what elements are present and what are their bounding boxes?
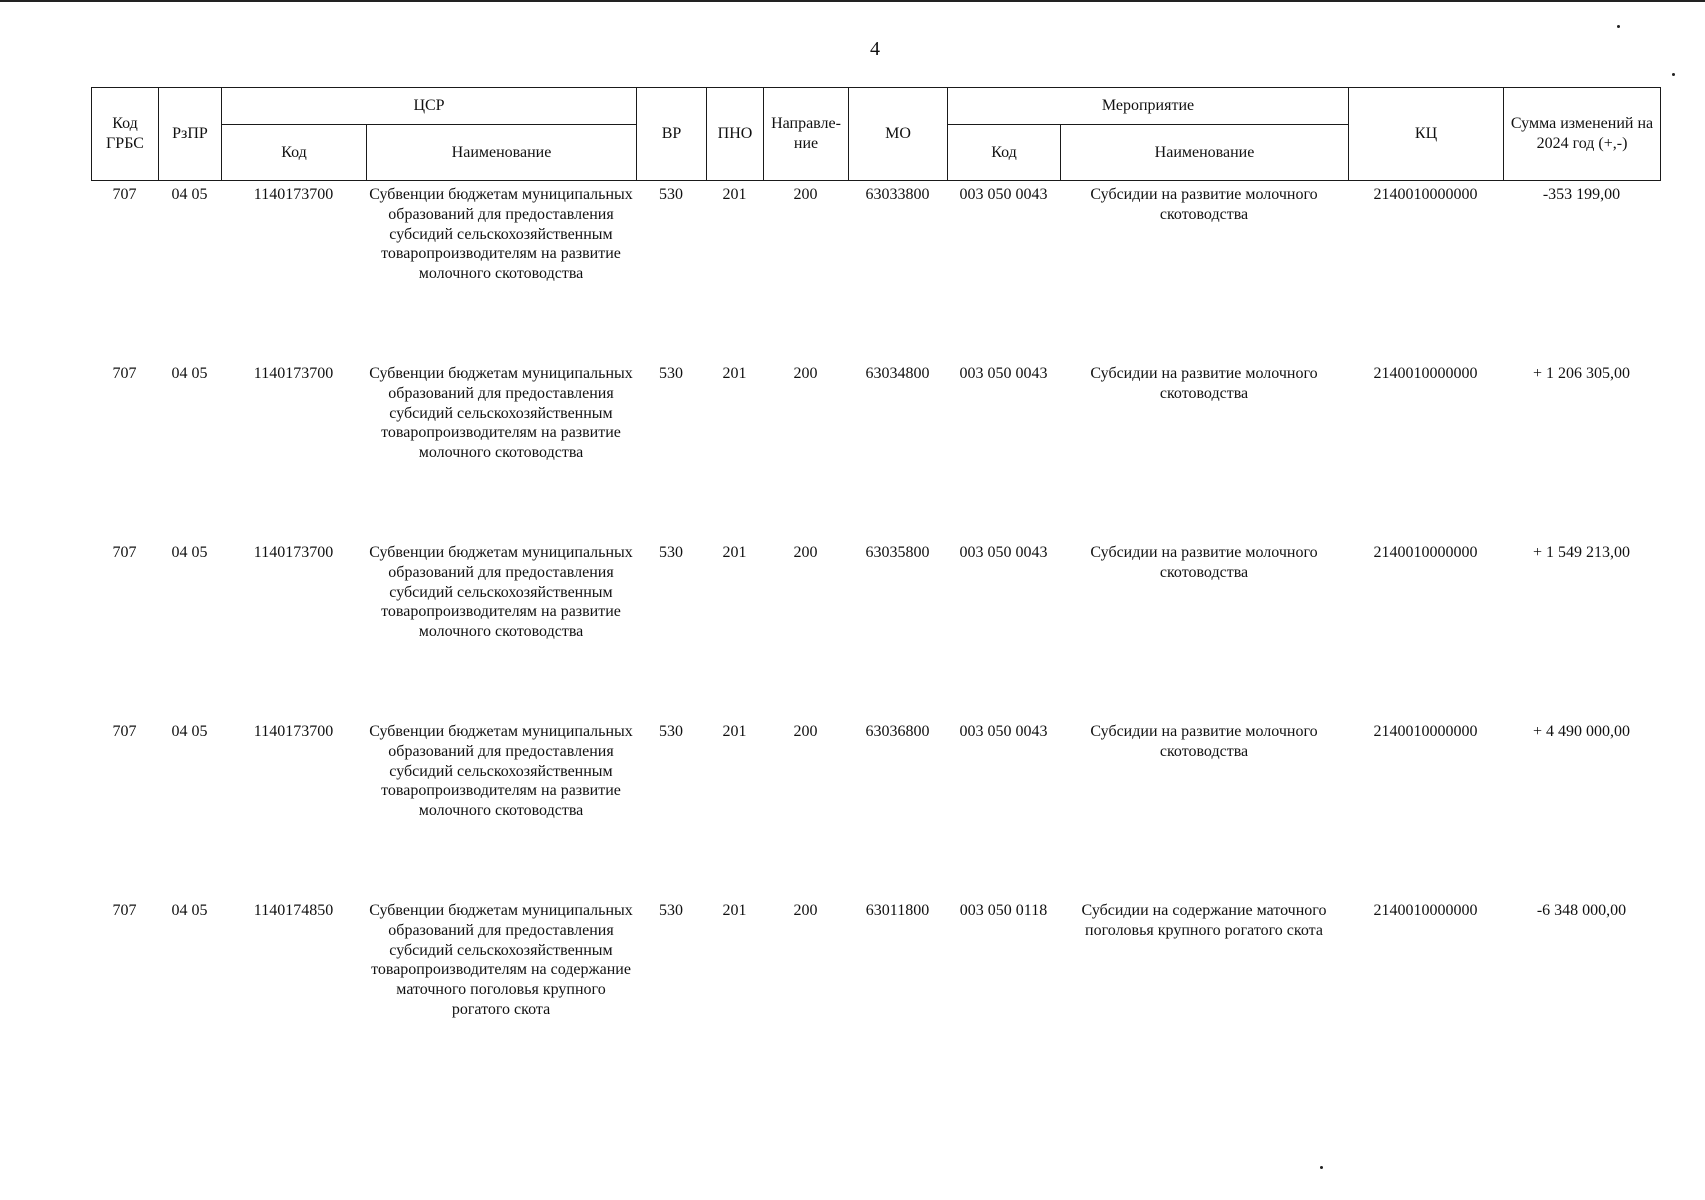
cell-kc: 2140010000000	[1373, 902, 1478, 919]
cell-csr-code: 1140173700	[253, 723, 334, 740]
cell-rzpr: 04 05	[171, 186, 208, 203]
header-vr: ВР	[637, 88, 707, 181]
cell-pno: 201	[722, 902, 747, 919]
cell-event-name: Субсидии на развитие молочного скотоводства	[1090, 544, 1318, 581]
table-header	[91, 87, 1661, 181]
table-row	[91, 897, 1660, 1076]
cell-vr: 530	[659, 186, 683, 203]
cell-event-code: 003 050 0043	[959, 365, 1048, 382]
cell-event-name: Субсидии на содержание маточного поголовья крупного рогатого скота	[1081, 902, 1327, 939]
cell-direction: 200	[793, 544, 818, 561]
cell-event-name: Субсидии на развитие молочного скотоводства	[1090, 365, 1318, 402]
cell-kc: 2140010000000	[1373, 544, 1478, 561]
cell-csr-code: 1140173700	[253, 186, 334, 203]
table-row	[91, 360, 1660, 539]
cell-event-name: Субсидии на развитие молочного скотоводства	[1090, 186, 1318, 223]
header-event: Мероприятие	[948, 88, 1349, 125]
cell-grbs: 707	[112, 902, 137, 919]
budget-changes-table	[91, 87, 1661, 1076]
cell-vr: 530	[659, 365, 683, 382]
cell-csr-name: Субвенции бюджетам муниципальных образований для предоставления субсидий сельскохозяйственным товаропроизводителям на развитие молочного скотоводства	[369, 723, 633, 820]
cell-mo: 63033800	[865, 186, 930, 203]
cell-sum: + 1 206 305,00	[1532, 365, 1631, 382]
header-sum: Сумма изменений на 2024 год (+,-)	[1504, 88, 1661, 181]
cell-csr-code: 1140174850	[253, 902, 334, 919]
cell-mo: 63036800	[865, 723, 930, 740]
cell-vr: 530	[659, 544, 683, 561]
cell-grbs: 707	[112, 365, 137, 382]
header-csr-name: Наименование	[367, 125, 637, 181]
scan-speck	[1672, 73, 1675, 76]
header-mo: МО	[849, 88, 948, 181]
cell-vr: 530	[659, 723, 683, 740]
cell-grbs: 707	[112, 544, 137, 561]
cell-csr-code: 1140173700	[253, 365, 334, 382]
header-event-code: Код	[948, 125, 1061, 181]
cell-sum: -353 199,00	[1542, 186, 1621, 203]
cell-event-code: 003 050 0043	[959, 544, 1048, 561]
cell-event-name: Субсидии на развитие молочного скотоводства	[1090, 723, 1318, 760]
table-row	[91, 718, 1660, 897]
table-row	[91, 539, 1660, 718]
cell-csr-name: Субвенции бюджетам муниципальных образований для предоставления субсидий сельскохозяйственным товаропроизводителям на развитие молочного скотоводства	[369, 186, 633, 283]
cell-kc: 2140010000000	[1373, 186, 1478, 203]
cell-direction: 200	[793, 365, 818, 382]
cell-pno: 201	[722, 365, 747, 382]
cell-event-code: 003 050 0043	[959, 186, 1048, 203]
scan-speck	[1617, 25, 1620, 28]
header-grbs: Код ГРБС	[92, 88, 159, 181]
cell-sum: + 4 490 000,00	[1532, 723, 1631, 740]
cell-grbs: 707	[112, 186, 137, 203]
cell-kc: 2140010000000	[1373, 723, 1478, 740]
cell-mo: 63035800	[865, 544, 930, 561]
cell-mo: 63034800	[865, 365, 930, 382]
header-direction: Направле-ние	[764, 88, 849, 181]
header-event-name: Наименование	[1061, 125, 1349, 181]
cell-pno: 201	[722, 544, 747, 561]
cell-direction: 200	[793, 902, 818, 919]
header-rzpr: РзПР	[159, 88, 222, 181]
header-pno: ПНО	[707, 88, 764, 181]
cell-pno: 201	[722, 723, 747, 740]
cell-sum: + 1 549 213,00	[1532, 544, 1631, 561]
page-number: 4	[870, 38, 880, 60]
cell-csr-name: Субвенции бюджетам муниципальных образований для предоставления субсидий сельскохозяйственным товаропроизводителям на содержание маточного поголовья крупного рогатого скота	[369, 902, 633, 1018]
table-row	[91, 181, 1660, 360]
cell-kc: 2140010000000	[1373, 365, 1478, 382]
cell-rzpr: 04 05	[171, 365, 208, 382]
cell-csr-name: Субвенции бюджетам муниципальных образований для предоставления субсидий сельскохозяйственным товаропроизводителям на развитие молочного скотоводства	[369, 544, 633, 641]
cell-grbs: 707	[112, 723, 137, 740]
cell-event-code: 003 050 0118	[959, 902, 1048, 919]
header-csr-code: Код	[222, 125, 367, 181]
cell-pno: 201	[722, 186, 747, 203]
table-body	[91, 181, 1660, 1076]
cell-mo: 63011800	[865, 902, 930, 919]
header-kc: КЦ	[1349, 88, 1504, 181]
cell-rzpr: 04 05	[171, 544, 208, 561]
top-border-line	[0, 0, 1705, 2]
cell-csr-name: Субвенции бюджетам муниципальных образований для предоставления субсидий сельскохозяйственным товаропроизводителям на развитие молочного скотоводства	[369, 365, 633, 462]
cell-rzpr: 04 05	[171, 723, 208, 740]
cell-event-code: 003 050 0043	[959, 723, 1048, 740]
cell-direction: 200	[793, 723, 818, 740]
cell-vr: 530	[659, 902, 683, 919]
scan-speck	[1320, 1166, 1323, 1169]
cell-sum: -6 348 000,00	[1536, 902, 1627, 919]
cell-rzpr: 04 05	[171, 902, 208, 919]
header-csr: ЦСР	[222, 88, 637, 125]
cell-csr-code: 1140173700	[253, 544, 334, 561]
cell-direction: 200	[793, 186, 818, 203]
